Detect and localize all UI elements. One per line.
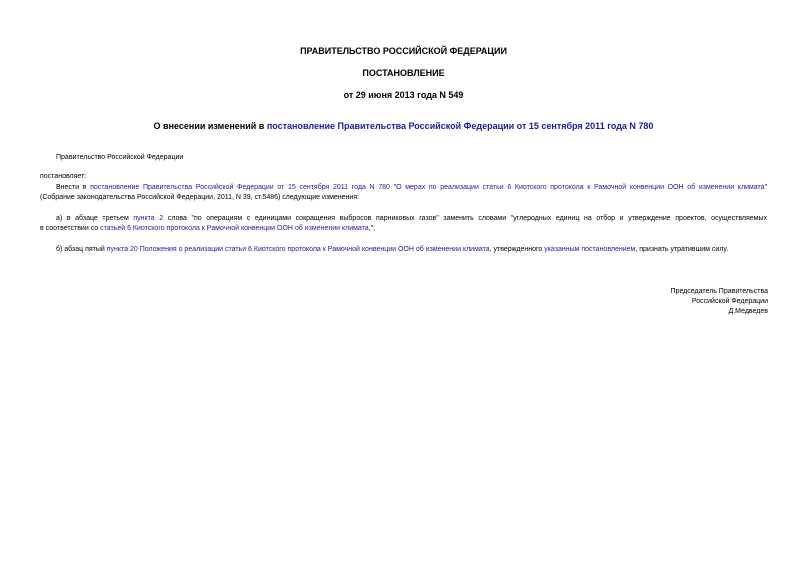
signature-org: Российской Федерации	[691, 298, 768, 305]
pb-text-c: , признать утратившим силу.	[635, 246, 729, 253]
document-title	[0, 121, 807, 132]
pb-text-b: , утвержденного	[489, 246, 545, 253]
paragraph-a-line-2	[40, 224, 375, 234]
pb-item-20-link[interactable]: пункта 20 Положения о реализации статьи 6 Киотского протокола к Рамочной конвенции ООН об изменении климата	[106, 246, 490, 253]
intro-text: Правительство Российской Федерации	[56, 154, 184, 161]
paragraph-1-line-1	[56, 183, 767, 193]
title-prefix: О внесении изменений в	[153, 121, 267, 131]
pb-resolution-link[interactable]: указанным постановлением	[544, 246, 636, 253]
p1-resolution-link[interactable]: постановление Правительства Российской Федерации от 15 сентября 2011 года N 780	[90, 184, 390, 191]
p1-measures-link[interactable]: О мерах по реализации статьи 6 Киотского протокола к Рамочной конвенции ООН об изменении климата	[396, 184, 765, 191]
government-heading: ПРАВИТЕЛЬСТВО РОССИЙСКОЙ ФЕДЕРАЦИИ	[300, 46, 507, 56]
pa-text-a: а) в абзаце третьем	[56, 215, 134, 222]
pa-text-c: в соответствии со	[40, 225, 101, 232]
pa-article-6-link[interactable]: статьей 6 Киотского протокола к Рамочной конвенции ООН об изменении климата	[100, 225, 369, 232]
pa-text-b: слова "по операциям с единицами сокращения выбросов парниковых газов" заменить словами "углеродных единиц на отбор и утверждение проектов, осуществляемых	[163, 215, 767, 222]
paragraph-a-line-1	[56, 214, 767, 224]
pa-text-d: ,";	[368, 225, 376, 232]
decides-text: постановляет:	[40, 173, 87, 180]
title-link[interactable]: постановление Правительства Российской Федерации от 15 сентября 2011 года N 780	[266, 121, 654, 131]
paragraph-1-line-2: (Собрание законодательства Российской Федерации, 2011, N 39, ст.5486) следующие изменения:	[40, 194, 360, 201]
pa-item-2-link[interactable]: пункта 2	[133, 215, 164, 222]
date-number-heading: от 29 июня 2013 года N 549	[343, 90, 464, 100]
document-type-heading: ПОСТАНОВЛЕНИЕ	[362, 68, 445, 78]
p1-text-a: Внести в	[56, 184, 91, 191]
p1-text-b: "	[389, 184, 397, 191]
pb-text-a: б) абзац пятый	[56, 246, 107, 253]
p1-text-c: "	[764, 184, 768, 191]
signature-title: Председатель Правительства	[670, 288, 768, 295]
paragraph-b	[56, 245, 728, 255]
signature-name: Д.Медведев	[728, 308, 768, 315]
